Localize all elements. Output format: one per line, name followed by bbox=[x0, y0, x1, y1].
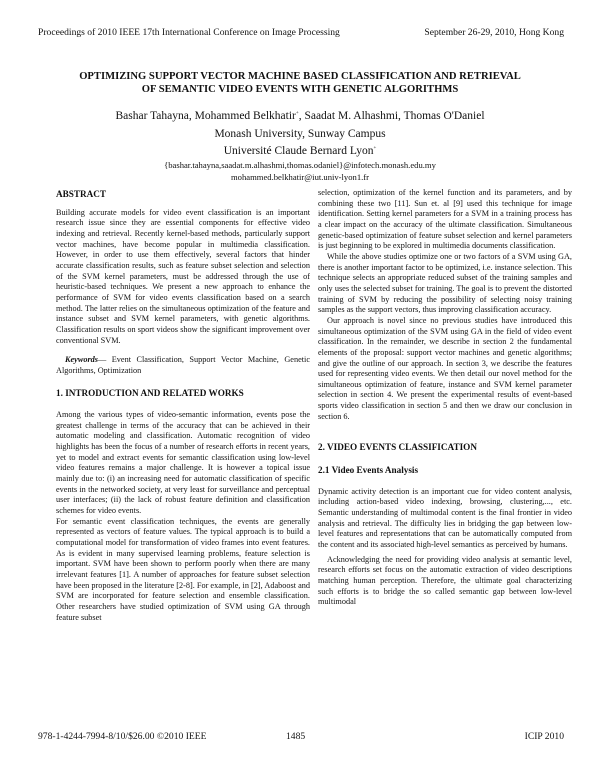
footer-isbn: 978-1-4244-7994-8/10/$26.00 ©2010 IEEE bbox=[38, 731, 207, 742]
footer-conference: ICIP 2010 bbox=[524, 731, 564, 742]
author-names-a: Bashar Tahayna, Mohammed Belkhatir bbox=[115, 110, 296, 122]
keywords-label: Keywords bbox=[65, 355, 98, 365]
author-list bbox=[40, 110, 560, 122]
subsection-2-1-heading: 2.1 Video Events Analysis bbox=[318, 465, 419, 476]
section-1-paragraph: Our approach is novel since no previous studies have introduced this simultaneous optimization of the SVM using GA in the field of video event classification. In the remainder, we describe in section 2 the fundamental elements of the proposal: support vector machines and genetic algorithms; and give the outline of our approach. In section 3, we describe the features used for representing video events. We then detail our novel method for the simultaneous optimization of feature, instance and SVM kernel parameter selection in section 4. We present the experimental results of event-based sports video classification in section 5 and then we draw our conclusion in section 6. bbox=[318, 315, 572, 421]
affiliation-mark-b: + bbox=[373, 146, 377, 152]
section-1-paragraph: selection, optimization of the kernel function and its parameters, and by combining these two [11]. Sun et. al [9] used this technique for image identification. Setting kernel parameters for a SVM in a training process has a clear impact on the accuracy of the ultimate classification. Simultaneous genetic-based optimization of feature subset selection and kernel parameters is just beginning to be explored in multimedia documents classification. bbox=[318, 188, 572, 251]
title-line-1: OPTIMIZING SUPPORT VECTOR MACHINE BASED CLASSIFICATION AND RETRIEVAL bbox=[79, 71, 521, 82]
section-2-heading: 2. VIDEO EVENTS CLASSIFICATION bbox=[318, 442, 477, 453]
abstract-text: Building accurate models for video event classification is an important research issue since they are essential components for effective video indexing and retrieval. Recently kernel-based methods, particularly support vector machines, have become popular in multimedia classification. However, in order to use them effectively, several factors that hinder accurate classification results, such as feature subset selection and selection of the SVM kernel parameters, must be addressed through the use of heuristic-based techniques. We present a new approach to enhance the performance of SVM for video events classification based on a search method. The latter relies on the simultaneous optimization of the feature and instance subset and SVM kernel parameters, with genetic algorithms. Classification results on sport videos show the significant improvement over conventional SVM. bbox=[56, 207, 310, 345]
running-header-conference: Proceedings of 2010 IEEE 17th International Conference on Image Processing bbox=[38, 27, 340, 38]
paper-title bbox=[40, 70, 560, 96]
running-header-date: September 26-29, 2010, Hong Kong bbox=[424, 27, 564, 38]
title-line-2: OF SEMANTIC VIDEO EVENTS WITH GENETIC ALGORITHMS bbox=[141, 84, 459, 95]
affiliation-mark-a: + bbox=[295, 111, 299, 117]
section-1-paragraph: While the above studies optimize one or two factors of a SVM using GA, there is another important factor to be optimized, i.e. instance selection. This technique selects an appropriate reduced subset of the training samples and only uses the selected subset for training. The goal is to prevent the distorted training of SVM by reducing the possibility of selecting noisy training samples as the support vectors, thus improving classification accuracy. bbox=[318, 251, 572, 315]
keywords-separator: — bbox=[98, 355, 112, 365]
section-1-paragraph: Among the various types of video-semantic information, events pose the greatest challenge in terms of the accuracy that can be achieved in their automatic modeling and classification. Automatic recognition of video highlights has been the focus of a number of research efforts in recent years, yet to model and extract events for semantic classification using low-level video features remains a major challenge. It is however a topical issue mainly due to: (i) an increasing need for automatic classification of specific events in the networked society, at very least for surveillance and perceptual user interfaces; (ii) the lack of robust feature definition and classification schemes for video events. bbox=[56, 410, 310, 516]
abstract-heading: ABSTRACT bbox=[56, 189, 107, 199]
affiliation-2-text: Université Claude Bernard Lyon bbox=[223, 145, 374, 157]
affiliation-2 bbox=[40, 145, 560, 157]
section-1-heading: 1. INTRODUCTION AND RELATED WORKS bbox=[56, 387, 244, 398]
affiliation-1: Monash University, Sunway Campus bbox=[214, 128, 386, 140]
page-number: 1485 bbox=[286, 731, 306, 742]
left-column bbox=[56, 189, 310, 623]
section-2-paragraph: Dynamic activity detection is an important cue for video content analysis, including action-based video indexing, browsing, clustering,..., etc. Semantic understanding of multimodal content is the final frontier in video analysis and retrieval. The difficulty lies in bridging the gap between low-level features and representations that can be automatically computed from the content and its associated high-level semantics as perceived by humans. bbox=[318, 486, 572, 550]
author-email-2: mohammed.belkhatir@iut.univ-lyon1.fr bbox=[231, 172, 369, 182]
right-column bbox=[318, 188, 572, 608]
section-2-paragraph: Acknowledging the need for providing video analysis at semantic level, research efforts set focus on the automatic extraction of video descriptions matching human perception. Therefore, the ultimate goal characterizing such efforts is to bridge the so called semantic gap between low-level multimodal bbox=[318, 554, 572, 607]
author-email-1: {bashar.tahayna,saadat.m.alhashmi,thomas.odaniel}@infotech.monash.edu.my bbox=[164, 160, 436, 170]
keywords-text: Event Classification, Support Vector Machine, Genetic Algorithms, Optimization bbox=[56, 355, 310, 375]
keywords bbox=[56, 355, 310, 376]
author-names-b: , Saadat M. Alhashmi, Thomas O'Daniel bbox=[298, 110, 485, 122]
section-1-paragraph: For semantic event classification techniques, the events are generally represented as vectors of feature values. The typical approach is to build a computational model for transformation of video frames into event features. As is evident in many supervised learning problems, feature selection is important. SVM have been shown to perform poorly when there are many irrelevant features [1]. A number of approaches for feature subset selection have been proposed in the literature [2-8]. For example, in [2], Adaboost and SVM are incorporated for feature selection and ensemble classification. Other researchers have studied optimization of SVM using GA through feature subset bbox=[56, 516, 310, 622]
